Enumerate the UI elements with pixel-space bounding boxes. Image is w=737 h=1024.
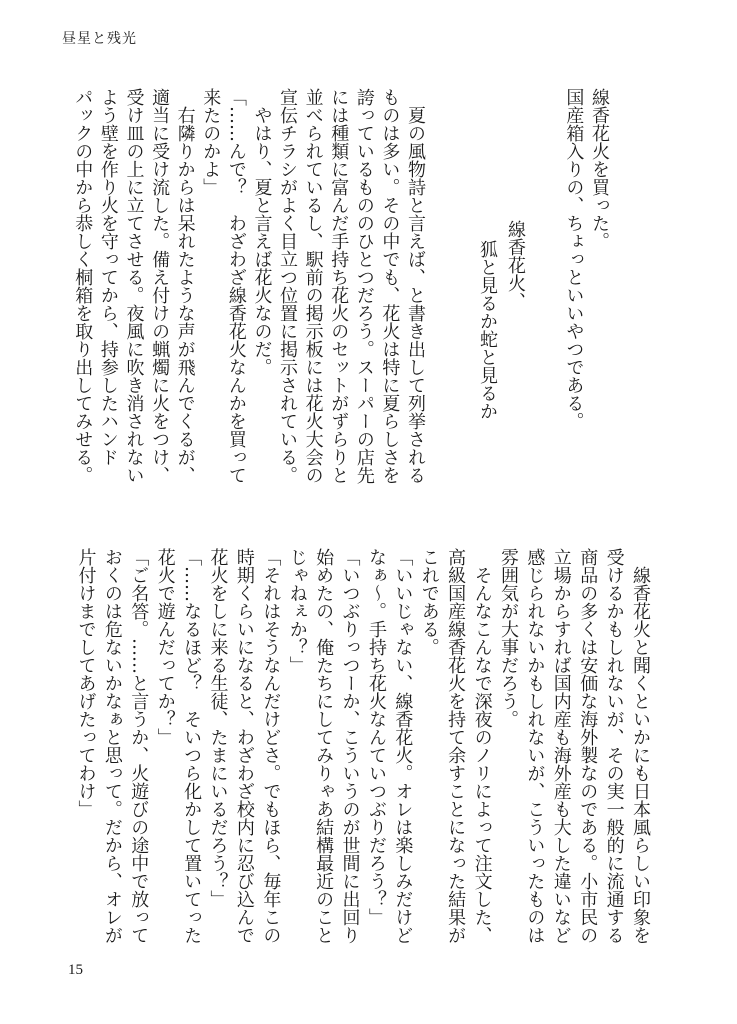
text-column: 片付けまでしてあげたってわけ」 [75,548,97,818]
text-column: 立場からすれば国内産も海外産も大した違いなど [550,548,572,944]
text-column: 宣伝チラシがよく目立つ位置に掲示されている。 [277,88,299,484]
text-column: 「……んで？ わざわざ線香花火なんかを買って [225,88,247,484]
text-column: 来たのかよ」 [200,88,222,196]
text-column: 右隣りからは呆れたような声が飛んでくるが、 [174,88,196,484]
text-column: 受け皿の上に立てさせる。夜風に吹き消されない [123,88,145,484]
text-column: 「いつぶりっつーか、こういうのが世間に出回り [339,548,361,944]
body-text-lower [72,548,653,944]
text-column: ものは多い。その中でも、花火は特に夏らしさを [379,88,401,484]
text-column: 国産箱入りの、ちょっといいやつである。 [563,88,585,430]
text-column: やはり、夏と言えば花火なのだ。 [251,88,273,376]
text-column: よう壁を作り火を守ってから、持参したハンド [97,88,119,466]
epigraph [561,88,612,430]
text-column: 「それはそうなんだけどさ。でもほら、毎年この [260,548,282,944]
text-column: 花火をしに来る生徒、たまにいるだろう？」 [207,548,229,908]
text-column: 線香花火を買った。 [589,88,610,250]
text-column: 商品の多くは安価な海外製なのである。小市民の [577,548,599,944]
running-header-book-title: 昼星と残光 [62,31,137,47]
text-column: 「……なるほど？ そいつら化かして置いてった [181,548,203,944]
text-column: おくのは危ないかなぁと思って。だから、オレが [101,548,123,944]
text-column: 狐と見るか蛇と見るか [477,240,498,420]
text-column: 雰囲気が大事だろう。 [497,548,519,728]
text-column: これである。 [418,548,440,656]
text-column: 夏の風物詩と言えば、と書き出して列挙される [405,88,426,484]
body-text-upper [70,88,428,484]
text-column: 並べられているし、駅前の掲示板には花火大会の [302,88,324,484]
text-column: パックの中から恭しく桐箱を取り出してみせる。 [72,88,94,484]
text-column: そんなこんなで深夜のノリによって注文した、 [471,548,493,944]
text-column: 受けるかもしれないが、その実一般的に流通する [603,548,625,944]
text-column: には種類に富んだ手持ち花火のセットがずらりと [328,88,350,484]
text-column: なぁ〜。手持ち花火なんていつぶりだろう？」 [365,548,387,926]
text-column: 線香花火、 [505,220,526,310]
text-column: 花火で遊んだってか？」 [154,548,176,746]
chapter-title [473,0,529,420]
page-number: 15 [68,962,83,978]
text-column: 「いいじゃない、線香花火。オレは楽しみだけど [392,548,414,944]
text-column: 始めたの、俺たちにしてみりゃあ結構最近のこと [313,548,335,944]
text-column: 誇っているもののひとつだろう。スーパーの店先 [353,88,375,484]
text-column: じゃねぇか？」 [286,548,308,674]
text-column: 「ご名答。……と言うか、火遊びの途中で放って [128,548,150,944]
text-column: 高級国産線香花火を持て余すことになった結果が [445,548,467,944]
text-column: 感じられないかもしれないが、こういったものは [524,548,546,944]
text-column: 適当に受け流した。備え付けの蝋燭に火をつけ、 [149,88,171,484]
text-column: 線香花火と聞くといかにも日本風らしい印象を [630,548,651,944]
text-column: 時期くらいになると、わざわざ校内に忍び込んで [233,548,255,944]
